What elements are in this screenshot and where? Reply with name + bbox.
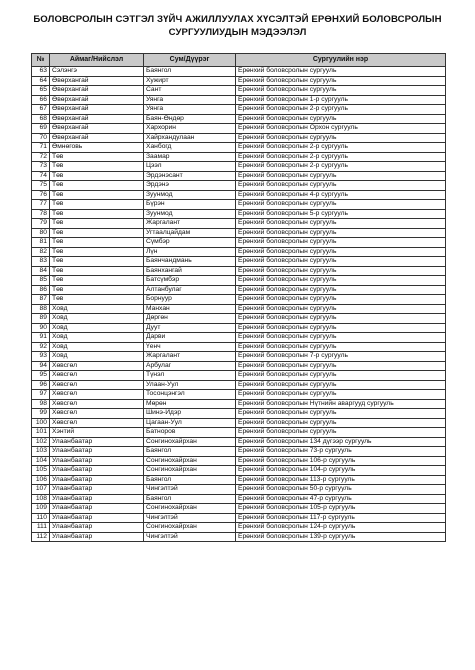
row-aimag: Хөвсгөл	[50, 390, 144, 400]
row-sum: Хужирт	[144, 76, 236, 86]
row-sum: Заамар	[144, 152, 236, 162]
row-number: 84	[32, 266, 50, 276]
row-number: 107	[32, 485, 50, 495]
table-row	[32, 219, 446, 229]
row-sum: Баянхангай	[144, 266, 236, 276]
row-number: 92	[32, 342, 50, 352]
row-sum: Сонгинохайрхан	[144, 504, 236, 514]
row-aimag: Улаанбаатар	[50, 504, 144, 514]
table-body	[32, 67, 446, 542]
row-sum: Угтаалцайдам	[144, 228, 236, 238]
header-aimag: Аймаг/Нийслэл	[50, 54, 144, 67]
row-school: Ерөнхий боловсролын 124-р сургууль	[236, 523, 446, 533]
table-row	[32, 361, 446, 371]
table-row	[32, 513, 446, 523]
table-row	[32, 190, 446, 200]
row-aimag: Сэлэнгэ	[50, 67, 144, 77]
table-row	[32, 105, 446, 115]
row-school: Ерөнхий боловсролын 106-р сургууль	[236, 456, 446, 466]
schools-table	[31, 53, 446, 542]
row-aimag: Ховд	[50, 304, 144, 314]
row-aimag: Төв	[50, 247, 144, 257]
table-row	[32, 228, 446, 238]
table-row	[32, 314, 446, 324]
row-sum: Тосонцэнгэл	[144, 390, 236, 400]
row-school: Ерөнхий боловсролын 7-р сургууль	[236, 352, 446, 362]
table-row	[32, 380, 446, 390]
row-sum: Манхан	[144, 304, 236, 314]
row-school: Ерөнхий боловсролын 2-р сургууль	[236, 152, 446, 162]
row-aimag: Хөвсгөл	[50, 399, 144, 409]
row-sum: Улаан-Уул	[144, 380, 236, 390]
row-school: Ерөнхий боловсролын сургууль	[236, 247, 446, 257]
table-row	[32, 352, 446, 362]
row-number: 109	[32, 504, 50, 514]
title-line-2: СУРГУУЛИУДЫН МЭДЭЭЛЭЛ	[168, 27, 307, 38]
row-school: Ерөнхий боловсролын Орхон сургууль	[236, 124, 446, 134]
row-sum: Сонгинохайрхан	[144, 466, 236, 476]
row-school: Ерөнхий боловсролын 2-р сургууль	[236, 105, 446, 115]
table-row	[32, 285, 446, 295]
row-sum: Сонгинохайрхан	[144, 456, 236, 466]
table-row	[32, 276, 446, 286]
row-sum: Уянга	[144, 95, 236, 105]
row-aimag: Улаанбаатар	[50, 513, 144, 523]
row-school: Ерөнхий боловсролын сургууль	[236, 371, 446, 381]
row-aimag: Ховд	[50, 342, 144, 352]
row-aimag: Төв	[50, 276, 144, 286]
row-school: Ерөнхий боловсролын сургууль	[236, 418, 446, 428]
table-row	[32, 162, 446, 172]
row-school: Ерөнхий боловсролын 134 дүгээр сургууль	[236, 437, 446, 447]
table-row	[32, 418, 446, 428]
row-sum: Уянга	[144, 105, 236, 115]
row-aimag: Ховд	[50, 323, 144, 333]
row-number: 100	[32, 418, 50, 428]
row-sum: Чингэлтэй	[144, 513, 236, 523]
row-number: 105	[32, 466, 50, 476]
table-row	[32, 76, 446, 86]
row-sum: Сант	[144, 86, 236, 96]
row-aimag: Төв	[50, 295, 144, 305]
row-sum: Зуунмод	[144, 209, 236, 219]
table-row	[32, 323, 446, 333]
row-aimag: Ховд	[50, 314, 144, 324]
table-row	[32, 67, 446, 77]
row-sum: Дарви	[144, 333, 236, 343]
row-school: Ерөнхий боловсролын сургууль	[236, 238, 446, 248]
row-number: 110	[32, 513, 50, 523]
row-aimag: Улаанбаатар	[50, 494, 144, 504]
row-aimag: Өвөрхангай	[50, 95, 144, 105]
table-row	[32, 504, 446, 514]
row-school: Ерөнхий боловсролын сургууль	[236, 428, 446, 438]
row-number: 99	[32, 409, 50, 419]
header-sum: Сум/Дүүрэг	[144, 54, 236, 67]
row-number: 81	[32, 238, 50, 248]
row-aimag: Төв	[50, 190, 144, 200]
row-number: 65	[32, 86, 50, 96]
row-aimag: Төв	[50, 285, 144, 295]
row-number: 66	[32, 95, 50, 105]
row-sum: Үенч	[144, 342, 236, 352]
row-school: Ерөнхий боловсролын 5-р сургууль	[236, 209, 446, 219]
table-row	[32, 428, 446, 438]
row-aimag: Хөвсгөл	[50, 371, 144, 381]
table-row	[32, 266, 446, 276]
row-aimag: Ховд	[50, 352, 144, 362]
row-number: 87	[32, 295, 50, 305]
row-aimag: Өвөрхангай	[50, 86, 144, 96]
row-aimag: Улаанбаатар	[50, 523, 144, 533]
row-sum: Цээл	[144, 162, 236, 172]
row-number: 63	[32, 67, 50, 77]
row-sum: Батсүмбэр	[144, 276, 236, 286]
row-aimag: Өмнөговь	[50, 143, 144, 153]
row-sum: Баянгол	[144, 447, 236, 457]
row-aimag: Улаанбаатар	[50, 485, 144, 495]
row-school: Ерөнхий боловсролын сургууль	[236, 361, 446, 371]
row-number: 79	[32, 219, 50, 229]
row-sum: Хархорин	[144, 124, 236, 134]
table-row	[32, 371, 446, 381]
row-aimag: Улаанбаатар	[50, 475, 144, 485]
row-school: Ерөнхий боловсролын 50-р сургууль	[236, 485, 446, 495]
row-number: 93	[32, 352, 50, 362]
row-school: Ерөнхий боловсролын сургууль	[236, 67, 446, 77]
row-aimag: Улаанбаатар	[50, 532, 144, 542]
row-aimag: Төв	[50, 257, 144, 267]
row-aimag: Төв	[50, 152, 144, 162]
row-aimag: Хөвсгөл	[50, 380, 144, 390]
row-aimag: Улаанбаатар	[50, 466, 144, 476]
row-sum: Сонгинохайрхан	[144, 523, 236, 533]
table-row	[32, 95, 446, 105]
table-row	[32, 485, 446, 495]
row-aimag: Өвөрхангай	[50, 114, 144, 124]
row-sum: Борнуур	[144, 295, 236, 305]
row-school: Ерөнхий боловсролын сургууль	[236, 76, 446, 86]
row-aimag: Төв	[50, 162, 144, 172]
row-school: Ерөнхий боловсролын сургууль	[236, 200, 446, 210]
row-number: 89	[32, 314, 50, 324]
row-aimag: Төв	[50, 238, 144, 248]
row-school: Ерөнхий боловсролын сургууль	[236, 86, 446, 96]
row-number: 82	[32, 247, 50, 257]
table-row	[32, 143, 446, 153]
row-number: 72	[32, 152, 50, 162]
row-school: Ерөнхий боловсролын сургууль	[236, 276, 446, 286]
row-aimag: Улаанбаатар	[50, 447, 144, 457]
row-school: Ерөнхий боловсролын сургууль	[236, 409, 446, 419]
row-school: Ерөнхий боловсролын 117-р сургууль	[236, 513, 446, 523]
row-sum: Дөргөн	[144, 314, 236, 324]
row-school: Ерөнхий боловсролын сургууль	[236, 181, 446, 191]
row-aimag: Өвөрхангай	[50, 76, 144, 86]
row-sum: Цагаан-Уул	[144, 418, 236, 428]
table-row	[32, 475, 446, 485]
row-number: 78	[32, 209, 50, 219]
row-aimag: Төв	[50, 266, 144, 276]
row-number: 71	[32, 143, 50, 153]
row-sum: Баянгол	[144, 67, 236, 77]
row-school: Ерөнхий боловсролын сургууль	[236, 304, 446, 314]
row-number: 90	[32, 323, 50, 333]
table-row	[32, 437, 446, 447]
row-number: 98	[32, 399, 50, 409]
row-sum: Арбулаг	[144, 361, 236, 371]
row-number: 75	[32, 181, 50, 191]
table-row	[32, 333, 446, 343]
table-row	[32, 133, 446, 143]
row-number: 77	[32, 200, 50, 210]
row-aimag: Төв	[50, 219, 144, 229]
row-school: Ерөнхий боловсролын 104-р сургууль	[236, 466, 446, 476]
row-sum: Баянгол	[144, 475, 236, 485]
row-aimag: Төв	[50, 209, 144, 219]
row-sum: Мөрөн	[144, 399, 236, 409]
row-number: 94	[32, 361, 50, 371]
table-row	[32, 114, 446, 124]
row-sum: Баянчандмань	[144, 257, 236, 267]
row-number: 76	[32, 190, 50, 200]
row-school: Ерөнхий боловсролын 2-р сургууль	[236, 162, 446, 172]
table-row	[32, 181, 446, 191]
row-school: Ерөнхий боловсролын сургууль	[236, 114, 446, 124]
row-aimag: Өвөрхангай	[50, 133, 144, 143]
row-school: Ерөнхий боловсролын сургууль	[236, 342, 446, 352]
row-school: Ерөнхий боловсролын сургууль	[236, 228, 446, 238]
row-number: 73	[32, 162, 50, 172]
row-number: 69	[32, 124, 50, 134]
row-sum: Ханбогд	[144, 143, 236, 153]
row-number: 104	[32, 456, 50, 466]
row-sum: Чингэлтэй	[144, 532, 236, 542]
row-school: Ерөнхий боловсролын сургууль	[236, 257, 446, 267]
row-sum: Баян-Өндөр	[144, 114, 236, 124]
table-header-row	[32, 54, 446, 67]
row-school: Ерөнхий боловсролын сургууль	[236, 380, 446, 390]
row-aimag: Хөвсгөл	[50, 361, 144, 371]
row-sum: Зуунмод	[144, 190, 236, 200]
title-line-1: БОЛОВСРОЛЫН СЭТГЭЛ ЗҮЙЧ АЖИЛЛУУЛАХ ХҮСЭЛТЭЙ ЕРӨНХИЙ БОЛОВСРОЛЫН	[33, 14, 442, 25]
row-number: 111	[32, 523, 50, 533]
table-row	[32, 200, 446, 210]
row-school: Ерөнхий боловсролын 47-р сургууль	[236, 494, 446, 504]
table-row	[32, 409, 446, 419]
table-row	[32, 456, 446, 466]
row-number: 103	[32, 447, 50, 457]
row-aimag: Улаанбаатар	[50, 437, 144, 447]
row-aimag: Хөвсгөл	[50, 418, 144, 428]
row-number: 80	[32, 228, 50, 238]
row-number: 108	[32, 494, 50, 504]
header-number: №	[32, 54, 50, 67]
row-sum: Чингэлтэй	[144, 485, 236, 495]
row-school: Ерөнхий боловсролын 139-р сургууль	[236, 532, 446, 542]
row-aimag: Төв	[50, 181, 144, 191]
table-row	[32, 466, 446, 476]
table-row	[32, 523, 446, 533]
table-row	[32, 342, 446, 352]
table-row	[32, 494, 446, 504]
row-school: Ерөнхий боловсролын 105-р сургууль	[236, 504, 446, 514]
row-aimag: Улаанбаатар	[50, 456, 144, 466]
row-sum: Хайрхандулаан	[144, 133, 236, 143]
row-aimag: Ховд	[50, 333, 144, 343]
table-row	[32, 390, 446, 400]
row-number: 102	[32, 437, 50, 447]
row-number: 96	[32, 380, 50, 390]
row-sum: Жаргалант	[144, 352, 236, 362]
table-row	[32, 209, 446, 219]
row-sum: Түнэл	[144, 371, 236, 381]
row-aimag: Өвөрхангай	[50, 105, 144, 115]
row-school: Ерөнхий боловсролын сургууль	[236, 219, 446, 229]
row-sum: Шинэ-Идэр	[144, 409, 236, 419]
row-school: Ерөнхий боловсролын 1-р сургууль	[236, 95, 446, 105]
table-row	[32, 257, 446, 267]
row-sum: Бүрэн	[144, 200, 236, 210]
row-school: Ерөнхий боловсролын сургууль	[236, 295, 446, 305]
row-school: Ерөнхий боловсролын сургууль	[236, 285, 446, 295]
table-row	[32, 171, 446, 181]
row-school: Ерөнхий боловсролын сургууль	[236, 323, 446, 333]
row-sum: Батноров	[144, 428, 236, 438]
row-school: Ерөнхий боловсролын 4-р сургууль	[236, 190, 446, 200]
row-aimag: Төв	[50, 200, 144, 210]
header-school: Сургуулийн нэр	[236, 54, 446, 67]
row-school: Ерөнхий боловсролын сургууль	[236, 266, 446, 276]
row-school: Ерөнхий боловсролын сургууль	[236, 133, 446, 143]
row-sum: Дуут	[144, 323, 236, 333]
row-aimag: Өвөрхангай	[50, 124, 144, 134]
row-number: 70	[32, 133, 50, 143]
row-school: Ерөнхий боловсролын сургууль	[236, 390, 446, 400]
row-sum: Баянгол	[144, 494, 236, 504]
table-row	[32, 399, 446, 409]
table-row	[32, 532, 446, 542]
table-row	[32, 124, 446, 134]
table-row	[32, 238, 446, 248]
table-row	[32, 295, 446, 305]
table-row	[32, 304, 446, 314]
row-number: 67	[32, 105, 50, 115]
row-sum: Алтанбулаг	[144, 285, 236, 295]
row-school: Ерөнхий боловсролын 2-р сургууль	[236, 143, 446, 153]
row-aimag: Төв	[50, 171, 144, 181]
row-number: 74	[32, 171, 50, 181]
row-number: 85	[32, 276, 50, 286]
row-sum: Сонгинохайрхан	[144, 437, 236, 447]
table-row	[32, 247, 446, 257]
document-title	[20, 13, 455, 39]
row-sum: Эрдэнэсант	[144, 171, 236, 181]
row-number: 112	[32, 532, 50, 542]
row-number: 101	[32, 428, 50, 438]
row-sum: Лүн	[144, 247, 236, 257]
row-number: 68	[32, 114, 50, 124]
row-school: Ерөнхий боловсролын сургууль	[236, 171, 446, 181]
table-row	[32, 447, 446, 457]
row-school: Ерөнхий боловсролын Нүтнийн аваргууд сургууль	[236, 399, 446, 409]
table-row	[32, 152, 446, 162]
row-school: Ерөнхий боловсролын 73-р сургууль	[236, 447, 446, 457]
row-number: 97	[32, 390, 50, 400]
row-sum: Жаргалант	[144, 219, 236, 229]
row-school: Ерөнхий боловсролын сургууль	[236, 314, 446, 324]
row-number: 64	[32, 76, 50, 86]
row-sum: Сүмбэр	[144, 238, 236, 248]
row-number: 106	[32, 475, 50, 485]
row-school: Ерөнхий боловсролын 113-р сургууль	[236, 475, 446, 485]
row-sum: Эрдэнэ	[144, 181, 236, 191]
row-school: Ерөнхий боловсролын сургууль	[236, 333, 446, 343]
row-number: 95	[32, 371, 50, 381]
row-number: 88	[32, 304, 50, 314]
row-number: 83	[32, 257, 50, 267]
row-number: 86	[32, 285, 50, 295]
row-aimag: Төв	[50, 228, 144, 238]
row-number: 91	[32, 333, 50, 343]
row-aimag: Хөвсгөл	[50, 409, 144, 419]
table-row	[32, 86, 446, 96]
row-aimag: Хэнтий	[50, 428, 144, 438]
